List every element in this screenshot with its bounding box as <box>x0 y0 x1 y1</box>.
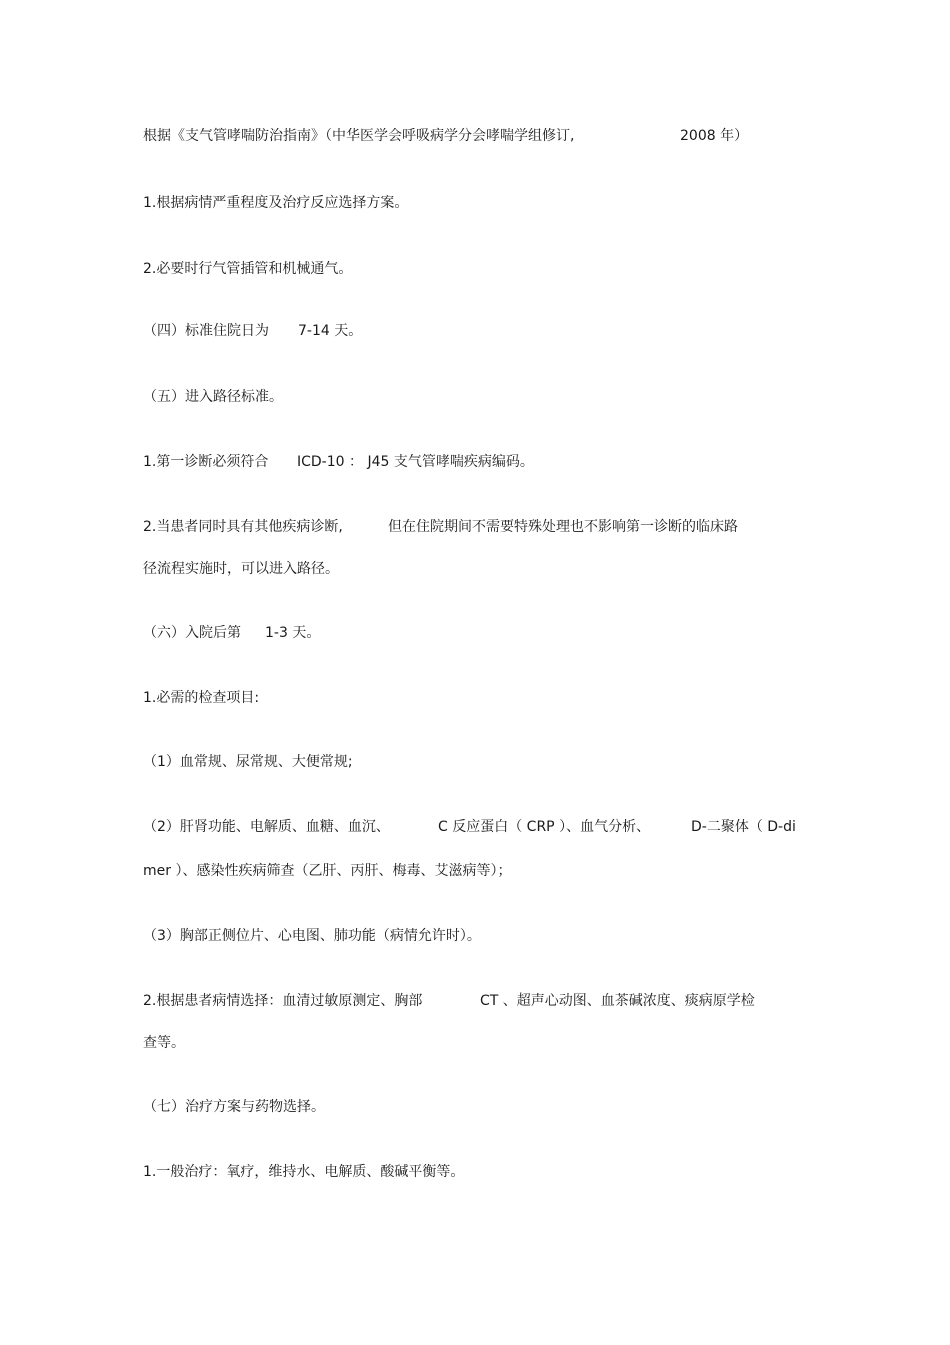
text-segment: 径流程实施时，可以进入路径。 <box>143 561 339 577</box>
text-segment: （五）进入路径标准。 <box>143 389 283 405</box>
text-segment: 2.必要时行气管插管和机械通气。 <box>143 261 353 277</box>
text-segment: 2.当患者同时具有其他疾病诊断, <box>143 519 343 535</box>
text-segment: （3）胸部正侧位片、心电图、肺功能（病情允许时）。 <box>143 928 481 944</box>
text-segment: D-二聚体（ D-di <box>691 819 796 835</box>
text-segment: 根据《支气管哮喘防治指南》（中华医学会呼吸病学分会哮喘学组修订, <box>143 128 575 144</box>
text-segment: （2）肝肾功能、电解质、血糖、血沉、 <box>143 819 390 835</box>
text-segment: （1）血常规、尿常规、大便常规; <box>143 754 353 770</box>
text-segment: （四）标准住院日为 <box>143 323 269 339</box>
text-segment: 1.一般治疗：氧疗，维持水、电解质、酸碱平衡等。 <box>143 1164 465 1180</box>
text-segment: （六）入院后第 <box>143 625 241 641</box>
text-segment: mer ）、感染性疾病筛查（乙肝、丙肝、梅毒、艾滋病等）； <box>143 863 512 879</box>
text-segment: 1.根据病情严重程度及治疗反应选择方案。 <box>143 195 409 211</box>
text-segment: C 反应蛋白（ CRP ）、血气分析、 <box>438 819 651 835</box>
text-segment: 但在住院期间不需要特殊处理也不影响第一诊断的临床路 <box>388 519 738 535</box>
text-segment: 1-3 天。 <box>265 625 321 641</box>
text-segment: （七）治疗方案与药物选择。 <box>143 1099 325 1115</box>
text-segment: 2008 年） <box>680 128 749 144</box>
text-segment: 1.第一诊断必须符合 <box>143 454 269 470</box>
text-segment: 1.必需的检查项目: <box>143 690 260 706</box>
text-segment: 7-14 天。 <box>298 323 363 339</box>
text-segment: 2.根据患者病情选择：血清过敏原测定、胸部 <box>143 993 423 1009</box>
text-segment: ICD-10 ： J45 支气管哮喘疾病编码。 <box>297 454 534 470</box>
text-segment: 查等。 <box>143 1035 185 1051</box>
text-segment: CT 、超声心动图、血茶碱浓度、痰病原学检 <box>480 993 755 1009</box>
